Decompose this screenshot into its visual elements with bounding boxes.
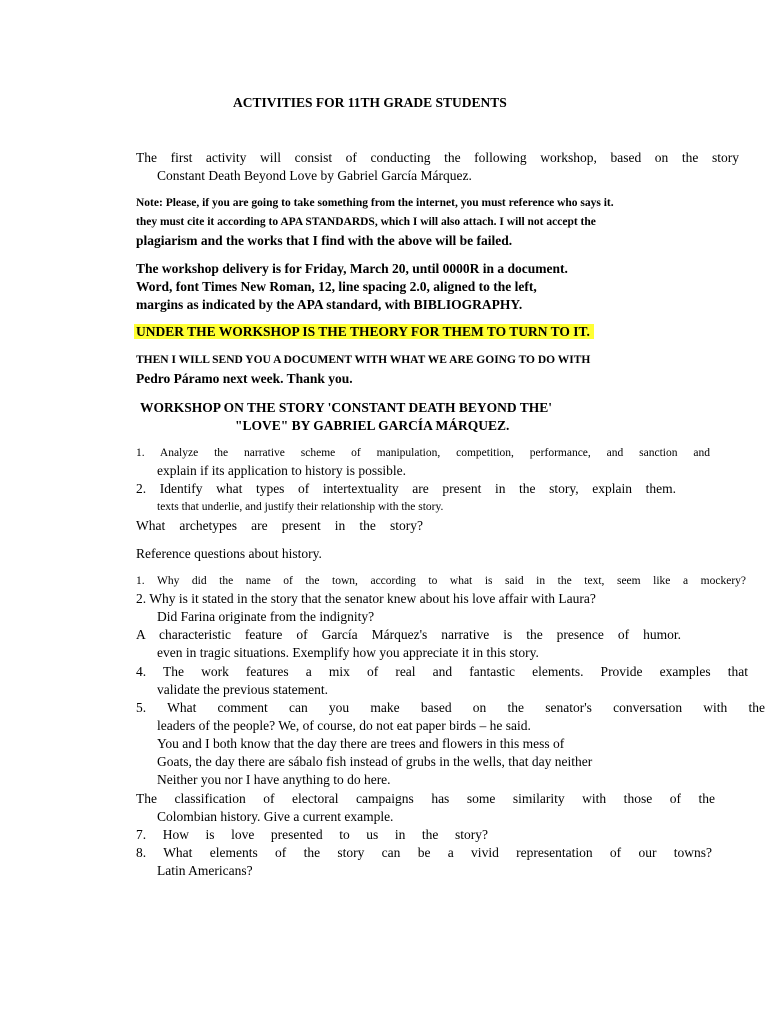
history-question-2-line-1: 2. Why is it stated in the story that the senator knew about his love affair with Laura? [136, 591, 596, 606]
history-question-5-line-2: leaders of the people? We, of course, do not eat paper birds – he said. [157, 718, 531, 733]
history-question-4-line-2: validate the previous statement. [157, 682, 328, 697]
note-line-2: they must cite it according to APA STANDARDS, which I will also attach. I will not accept the [136, 216, 596, 228]
history-question-5-line-4: Goats, the day there are sábalo fish instead of grubs in the wells, that day neither [157, 754, 593, 769]
workshop-title-line-1: WORKSHOP ON THE STORY 'CONSTANT DEATH BEYOND THE' [140, 400, 552, 415]
history-question-8-line-2: Latin Americans? [157, 863, 253, 878]
history-question-8-line-1: 8. What elements of the story can be a vivid representation of our towns? [136, 845, 712, 860]
question-3: What archetypes are present in the story? [136, 518, 423, 533]
note-line-3: plagiarism and the works that I find with the above will be failed. [136, 233, 513, 248]
history-question-5-line-1: 5. What comment can you make based on the senator's conversation with the [136, 700, 765, 715]
delivery-line-2: Word, font Times New Roman, 12, line spacing 2.0, aligned to the left, [136, 279, 537, 294]
question-2-line-2: texts that underlie, and justify their relationship with the story. [157, 501, 444, 513]
history-question-4-line-1: 4. The work features a mix of real and fantastic elements. Provide examples that [136, 664, 748, 679]
note-line-1: Note: Please, if you are going to take something from the internet, you must reference who says it. [136, 197, 614, 209]
question-1-line-2: explain if its application to history is possible. [157, 463, 406, 478]
history-question-5-line-3: You and I both know that the day there are trees and flowers in this mess of [157, 736, 565, 751]
question-2-line-1: 2. Identify what types of intertextuality are present in the story, explain them. [136, 481, 676, 496]
highlighted-notice [134, 323, 594, 341]
question-1-line-1: 1. Analyze the narrative scheme of manipulation, competition, performance, and sanction and [136, 447, 710, 459]
history-question-3-line-2: even in tragic situations. Exemplify how you appreciate it in this story. [157, 645, 539, 660]
followup-line-1: THEN I WILL SEND YOU A DOCUMENT WITH WHAT WE ARE GOING TO DO WITH [136, 354, 591, 366]
history-question-2-line-2: Did Farina originate from the indignity? [157, 609, 375, 624]
history-question-6-line-2: Colombian history. Give a current example. [157, 809, 394, 824]
history-question-3-line-1: A characteristic feature of García Márquez's narrative is the presence of humor. [136, 627, 681, 642]
delivery-line-1: The workshop delivery is for Friday, March 20, until 0000R in a document. [136, 261, 568, 276]
workshop-title-line-2: "LOVE" BY GABRIEL GARCÍA MÁRQUEZ. [235, 418, 510, 433]
history-question-5-line-5: Neither you nor I have anything to do here. [157, 772, 391, 787]
reference-heading: Reference questions about history. [136, 546, 322, 561]
intro-line-1: The first activity will consist of conducting the following workshop, based on the story [136, 150, 739, 165]
intro-line-2: Constant Death Beyond Love by Gabriel García Márquez. [157, 168, 472, 183]
followup-line-2: Pedro Páramo next week. Thank you. [136, 371, 353, 386]
delivery-line-3: margins as indicated by the APA standard, with BIBLIOGRAPHY. [136, 297, 523, 312]
history-question-7: 7. How is love presented to us in the story? [136, 827, 488, 842]
history-question-6-line-1: The classification of electoral campaigns has some similarity with those of the [136, 791, 715, 806]
highlight-text: UNDER THE WORKSHOP IS THE THEORY FOR THEM TO TURN TO IT. [134, 324, 594, 339]
document-title: ACTIVITIES FOR 11TH GRADE STUDENTS [233, 95, 507, 110]
history-question-1: 1. Why did the name of the town, according to what is said in the text, seem like a mockery? [136, 575, 746, 587]
